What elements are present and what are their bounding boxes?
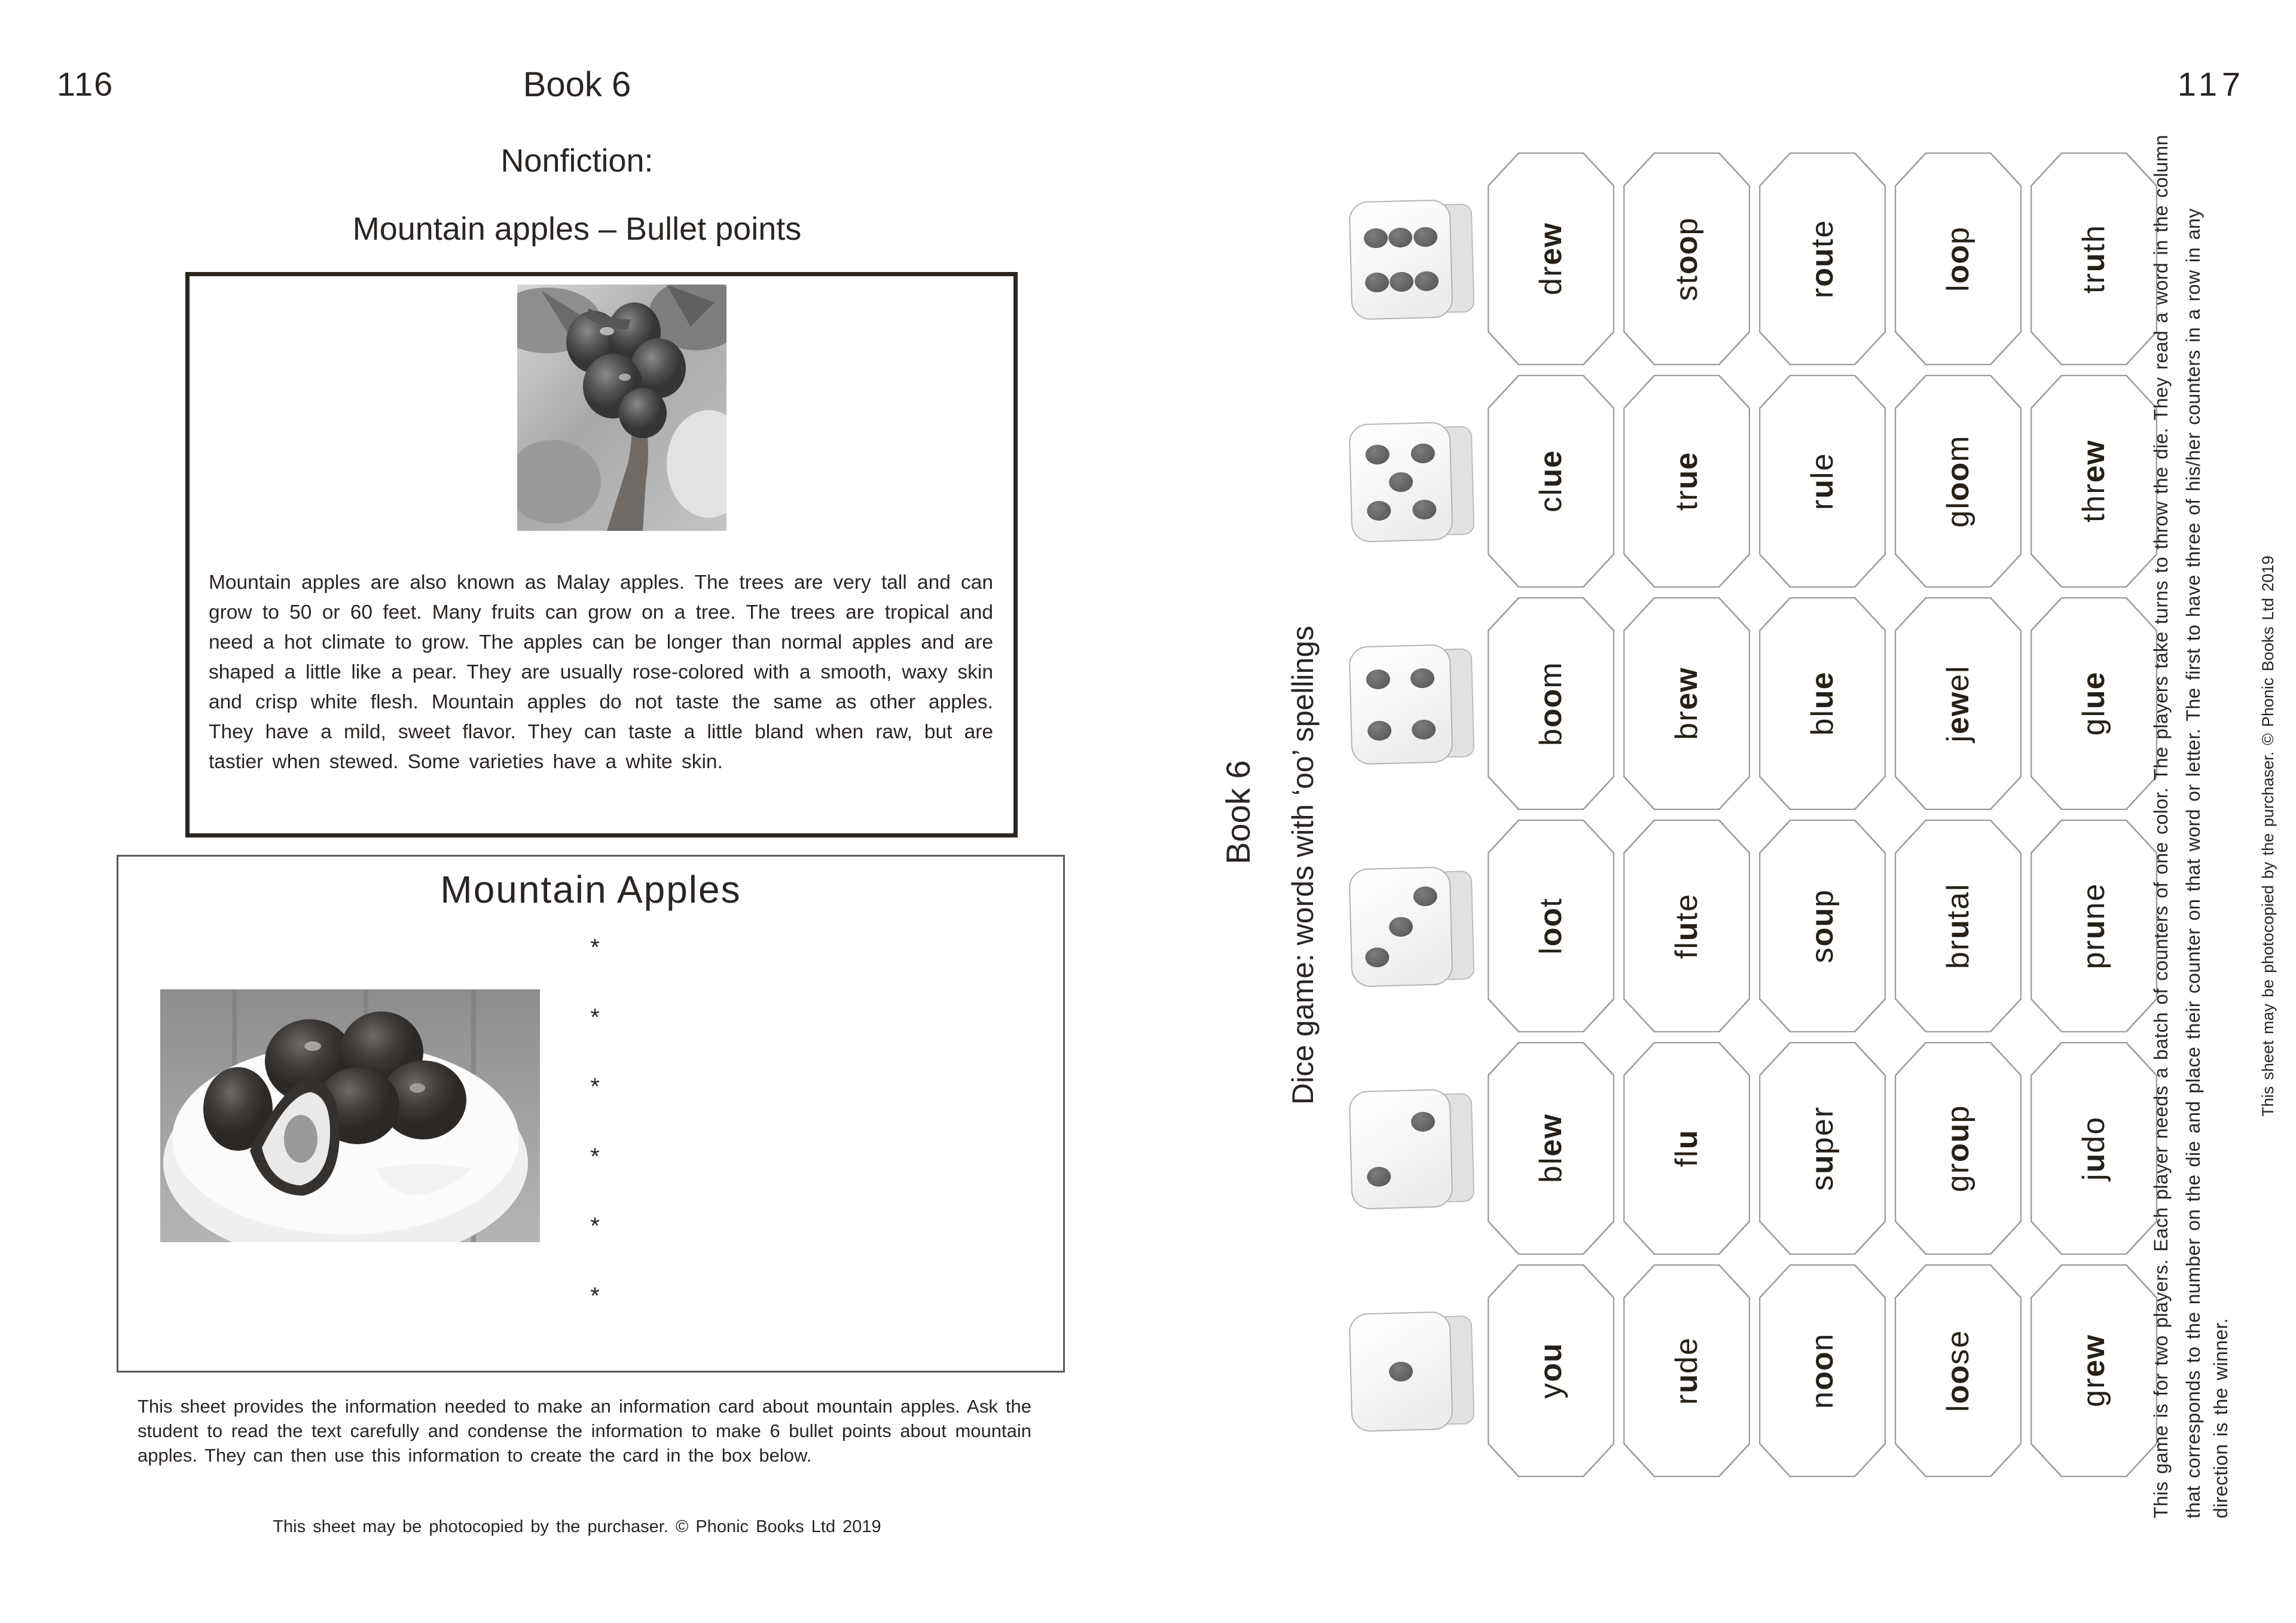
right-page-subtitle: Dice game: words with ‘oo’ spellings [1286,625,1320,1105]
word-label: clue [1534,450,1568,513]
bullet-marker: * [590,1004,600,1031]
die-pip [1366,670,1391,690]
target-grapheme: u [1805,479,1840,499]
word-card-brew [1623,597,1750,810]
die-main-face [1348,866,1453,987]
word-card-clue [1488,375,1614,588]
word-label: jewel [1941,665,1976,742]
word-label: you [1534,1343,1568,1399]
target-grapheme: u [1669,1129,1704,1150]
bullet-marker: * [590,1282,600,1309]
die-main-face [1348,421,1453,542]
word-label: loot [1534,897,1568,955]
target-grapheme: u [1669,921,1704,942]
word-label: super [1805,1106,1840,1191]
word-label: brutal [1941,883,1976,969]
die-pip [1367,1166,1391,1187]
word-card-judo [2031,1042,2157,1255]
die-pip [1388,228,1413,248]
die-main-face [1348,1089,1453,1209]
target-grapheme: ue [1534,450,1568,488]
word-card-loop [1895,152,2022,365]
word-card-loot [1488,820,1614,1032]
target-grapheme: oo [1534,688,1568,728]
target-grapheme: ue [1805,671,1840,710]
word-card-rude [1623,1264,1750,1477]
word-label: blue [1805,671,1840,736]
word-card-blew [1488,1042,1614,1255]
card-title: Mountain Apples [440,868,741,911]
word-label: flu [1669,1129,1704,1167]
word-card-true [1623,375,1750,588]
die-face-3 [1348,866,1474,986]
game-instructions-line-3: direction is the winner. [2210,1318,2231,1518]
die-pip [1414,271,1439,291]
word-card-jewel [1895,597,2022,810]
die-pip [1363,228,1388,249]
target-grapheme: ou [1805,247,1840,287]
word-card-flute [1623,820,1750,1032]
target-grapheme: oo [1941,244,1976,284]
game-instructions-line-1: This game is for two players. Each player needs a batch of counters of one color. The players take turns to throw the die. They read a word in the column [2150,135,2172,1518]
word-label: blew [1534,1114,1568,1183]
word-card-route [1759,152,1886,365]
left-page-subtitle-topic: Mountain apples – Bullet points [352,211,802,247]
word-card-super [1759,1042,1886,1255]
die-pip [1413,227,1437,247]
mountain-apples-plate-photo [160,989,540,1242]
target-grapheme: u [1669,1373,1704,1393]
word-label: noon [1805,1332,1840,1409]
die-pip [1411,719,1436,739]
die-pip [1365,445,1390,465]
word-label: truth [2077,224,2111,294]
target-grapheme: ou [1805,907,1840,947]
bullet-marker: * [590,1074,600,1100]
word-label: rude [1669,1337,1704,1405]
die-pip [1364,947,1389,968]
target-grapheme: oo [1669,235,1704,274]
die-pip [1389,1361,1413,1381]
bullet-marker: * [590,934,600,961]
bullet-marker: * [590,1143,600,1170]
word-card-glue [2031,597,2157,810]
mountain-apples-tree-photo [517,285,726,531]
word-label: loose [1941,1329,1976,1413]
target-grapheme: u [2077,1153,2111,1173]
word-label: grew [2077,1334,2111,1407]
information-card-box [117,855,1065,1373]
word-label: threw [2077,439,2111,523]
die-pip [1367,500,1391,521]
word-label: stoop [1669,216,1704,301]
word-card-you [1488,1264,1614,1477]
die-main-face [1348,1311,1453,1432]
word-card-boom [1488,597,1614,810]
word-label: drew [1534,222,1568,295]
target-grapheme: u [1805,1154,1840,1174]
word-card-truth [2031,152,2157,365]
target-grapheme: ew [1534,222,1568,265]
target-grapheme: u [2077,252,2111,273]
word-card-grew [2031,1264,2157,1477]
left-page-number: 116 [57,65,114,103]
word-card-noon [1759,1264,1886,1477]
word-label: true [1669,451,1704,511]
target-grapheme: ue [2077,671,2111,710]
target-grapheme: ou [1534,1343,1568,1382]
die-face-6 [1348,198,1474,319]
target-grapheme: oo [1941,461,1976,502]
left-page-footer: This sheet may be photocopied by the purchaser. © Phonic Books Ltd 2019 [273,1517,881,1536]
die-pip [1367,720,1392,741]
word-label: judo [2077,1115,2111,1181]
target-grapheme: oo [1534,907,1568,947]
word-label: flute [1669,893,1704,959]
target-grapheme: ew [2077,439,2111,483]
target-grapheme: ew [2077,1334,2111,1377]
info-paragraph: Mountain apples are also known as Malay apples. The trees are very tall and can grow to 50 or 60 feet. Many fruits can grow on a tree. The trees are tropical and need a hot climate to grow. The apples can be longer than normal apples and are shaped a little like a pear. They are usually rose-colored with a smooth, waxy skin and crisp white flesh. Mountain apples do not taste the same as other apples. They have a mild, sweet flavor. They can taste a little bland when raw, but are tastier when stewed. Some varieties have a white skin. [209,571,993,773]
word-card-brutal [1895,820,2022,1032]
target-grapheme: ew [1669,667,1704,710]
word-label: glue [2077,671,2111,736]
left-page-title: Book 6 [523,65,631,104]
word-card-rule [1759,375,1886,588]
bullet-marker: * [590,1213,600,1239]
right-page-number: 117 [2177,65,2245,103]
word-label: route [1805,219,1840,299]
right-page-footer: This sheet may be photocopied by the purchaser. © Phonic Books Ltd 2019 [2259,555,2277,1117]
word-label: rule [1805,452,1840,511]
die-pip [1411,444,1436,464]
word-label: gloom [1941,435,1976,528]
die-pip [1411,1112,1436,1132]
target-grapheme: u [2077,919,2111,940]
word-label: soup [1805,888,1840,964]
word-label: prune [2077,882,2111,970]
left-page-subtitle-nonfiction: Nonfiction: [500,143,654,179]
target-grapheme: oo [1805,1351,1840,1390]
word-card-soup [1759,820,1886,1032]
word-card-prune [2031,820,2157,1032]
word-card-flu [1623,1042,1750,1255]
target-grapheme: u [1941,919,1976,939]
target-grapheme: ue [1669,451,1704,490]
die-pip [1389,472,1413,492]
game-instructions-line-2: that corresponds to the number on the die and place their counter on that word or letter. The first to have three of his/her counters in a row in any [2182,208,2204,1518]
word-label: group [1941,1104,1976,1193]
right-page-title: Book 6 [1219,760,1257,864]
word-card-blue [1759,597,1886,810]
die-face-5 [1348,421,1474,541]
die-face-4 [1348,643,1474,763]
target-grapheme: oo [1941,1364,1976,1404]
target-grapheme: ew [1534,1114,1568,1157]
die-pip [1410,668,1434,689]
die-pip [1364,272,1389,292]
target-grapheme: ew [1941,691,1976,735]
die-pip [1390,271,1414,292]
word-label: brew [1669,667,1704,740]
word-card-loose [1895,1264,2022,1477]
word-card-threw [2031,375,2157,588]
die-main-face [1348,199,1453,320]
die-face-2 [1348,1088,1474,1208]
die-main-face [1348,644,1453,765]
word-card-drew [1488,152,1614,365]
word-card-gloom [1895,375,2022,588]
word-card-group [1895,1042,2022,1255]
info-text-box [185,272,1018,838]
word-card-stoop [1623,152,1750,365]
word-label: boom [1534,661,1568,746]
die-pip [1412,499,1437,519]
die-pip [1413,886,1437,906]
teacher-instructions: This sheet provides the information needed to make an information card about mountain apples. Ask the student to read the text carefully and condense the information to make 6 bullet points about mountain apples. They can then use this information to create the card in the box below. [138,1396,1031,1466]
target-grapheme: ou [1941,1123,1976,1163]
die-face-1 [1348,1310,1474,1431]
word-label: loop [1941,225,1976,292]
die-pip [1389,916,1413,937]
